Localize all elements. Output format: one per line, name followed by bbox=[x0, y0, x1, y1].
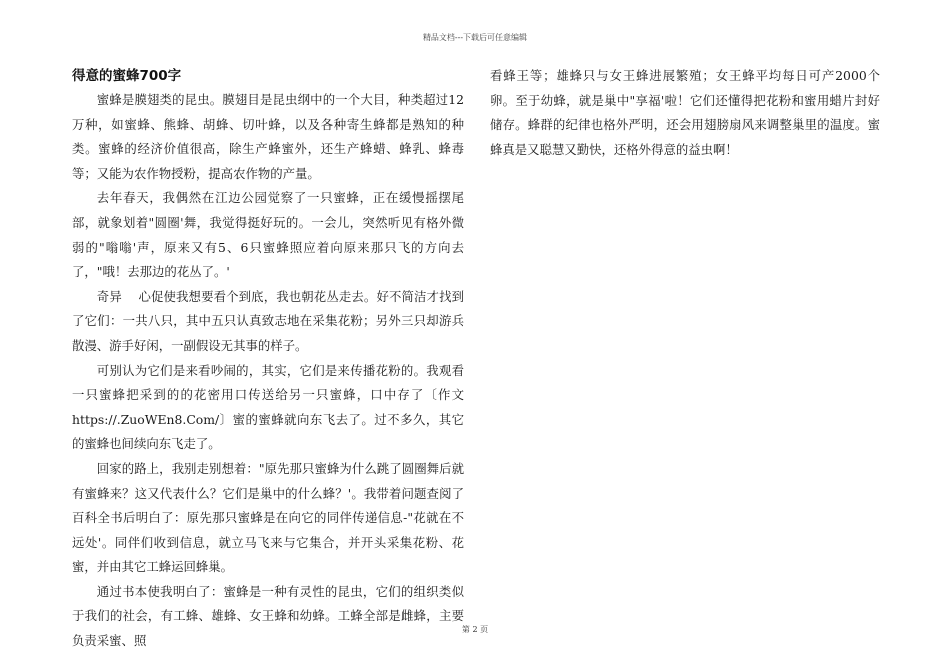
paragraph-4: 可别认为它们是来看吵闹的，其实，它们是来传播花粉的。我观看一只蜜蜂把采到的的花密用口传送给另一只蜜蜂，口中存了〔作文https://.ZuoWEn8.Com/〕蜜的蜜蜂就向东飞去了。过不多久，其它的蜜蜂也间续向东飞走了。 bbox=[72, 362, 464, 452]
right-column bbox=[490, 64, 880, 162]
article-title: 得意的蜜蜂700字 bbox=[72, 68, 182, 84]
page-number: 第 2 页 bbox=[461, 625, 489, 634]
paragraph-6-continued: 看蜂王等；雄蜂只与女王蜂进展繁殖；女王蜂平均每日可产2000个卵。至于幼蜂，就是巢中"享福'啦！它们还懂得把花粉和蜜用蜡片封好储存。蜂群的纪律也格外严明，还会用翅膀扇风来调整巢里的温度。蜜蜂真是又聪慧又勤快，还格外得意的益虫啊！ bbox=[490, 68, 880, 157]
paragraph-5: 回家的路上，我别走别想着："原先那只蜜蜂为什么跳了圆圈舞后就有蜜蜂来？这又代表什么？它们是巢中的什么蜂？'。我带着问题查阅了百科全书后明白了：原先那只蜜蜂是在向它的同伴传递信息-"花就在不远处'。同伴们收到信息，就立马飞来与它集合，并开头采集花粉、花蜜，并由其它工蜂运回蜂巢。 bbox=[72, 460, 464, 575]
paragraph-6: 通过书本使我明白了：蜜蜂是一种有灵性的昆虫，它们的组织类似于我们的社会，有工蜂、雄蜂、女王蜂和幼蜂。工蜂全部是雌蜂，主要负责采蜜、照 bbox=[72, 583, 464, 649]
paragraph-1: 蜜蜂是膜翅类的昆虫。膜翅目是昆虫纲中的一个大目，种类超过12万种，如蜜蜂、熊蜂、胡蜂、切叶蜂，以及各种寄生蜂都是熟知的种类。蜜蜂的经济价值很高，除生产蜂蜜外，还生产蜂蜡、蜂乳、蜂毒等；又能为农作物授粉，提高农作物的产量。 bbox=[72, 92, 464, 181]
left-column bbox=[72, 64, 464, 654]
page-header: 精品文档---下载后可任意编辑 bbox=[422, 33, 528, 42]
paragraph-3: 奇异 心促使我想要看个到底，我也朝花丛走去。好不简洁才找到了它们：一共八只，其中五只认真致志地在采集花粉；另外三只却游兵散漫、游手好闲，一副假设无其事的样子。 bbox=[72, 288, 464, 353]
paragraph-2: 去年春天，我偶然在江边公园觉察了一只蜜蜂，正在缓慢摇摆尾部，就象划着"圆圈'舞，我觉得挺好玩的。一会儿，突然听见有格外微弱的"嗡嗡'声，原来又有5、6只蜜蜂照应着向原来那只飞的方向去了，"哦！去那边的花丛了。' bbox=[72, 190, 464, 280]
